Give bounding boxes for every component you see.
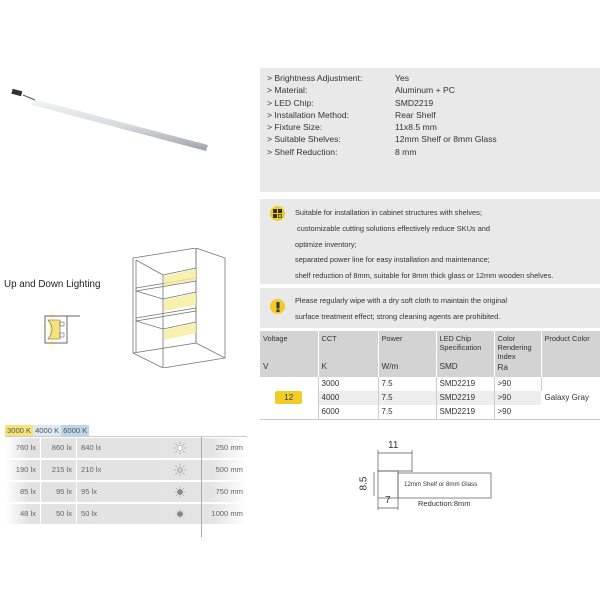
lux-3000-cell: 85 lx <box>5 482 41 502</box>
lux-6000-cell: 50 lx <box>81 509 98 518</box>
lux-row <box>5 438 247 458</box>
spec-row <box>267 97 600 109</box>
spec-value: Yes <box>395 73 410 83</box>
lux-row <box>5 504 247 524</box>
sun-dim-icon <box>173 485 187 499</box>
spec-row <box>267 121 600 133</box>
cct-tabs <box>5 425 89 436</box>
spec-row <box>267 109 600 121</box>
header-voltage: Voltage V <box>260 331 318 377</box>
shelf-label: 12mm Shelf or 8mm Glass <box>404 481 478 488</box>
voltage-cell <box>260 377 318 420</box>
spec-label: > Material: <box>267 85 308 96</box>
spec-table <box>260 331 600 420</box>
cct-cell: 3000 <box>318 377 378 391</box>
power-cell: 7.5 <box>378 405 436 420</box>
lux-6000-cell: 840 lx <box>81 443 102 452</box>
header-cri: Color Rendering Index Ra <box>494 331 541 377</box>
lux-4000-cell: 95 lx <box>41 482 77 502</box>
sun-half-icon <box>173 463 187 477</box>
distance-label: 250 mm <box>215 443 243 452</box>
reduction-label: Reduction:8mm <box>418 499 471 508</box>
sun-bright-icon <box>173 441 187 455</box>
lux-4000-cell: 50 lx <box>41 504 77 524</box>
distance-label: 750 mm <box>215 487 243 496</box>
divider <box>5 436 247 437</box>
cri-cell: >90 <box>494 391 541 405</box>
grid-feature-icon <box>270 206 285 221</box>
chip-cell: SMD2219 <box>436 405 494 420</box>
feature-line: optimize inventory; <box>295 239 357 249</box>
product-color-cell: Galaxy Gray <box>544 393 589 402</box>
chip-cell: SMD2219 <box>436 377 494 391</box>
spec-label: > Suitable Shelves: <box>267 134 341 145</box>
spec-row <box>267 133 600 145</box>
spec-label: > Installation Method: <box>267 109 349 120</box>
lux-3000-cell: 190 lx <box>5 460 41 480</box>
feature-line: customizable cutting solutions effectively reduce SKUs and <box>295 223 490 233</box>
distance-label: 500 mm <box>215 465 243 474</box>
header-product-color: Product Color <box>541 331 600 377</box>
header-led-chip: LED Chip Specification SMD <box>436 331 494 377</box>
cri-cell: >90 <box>497 407 512 416</box>
connector-icon <box>11 89 22 96</box>
warning-icon <box>270 299 285 314</box>
spec-value: 11x8.5 mm <box>395 122 437 133</box>
width-dimension: 11 <box>388 440 399 451</box>
care-line: surface treatment effect; strong cleaning agents are prohibited. <box>295 311 501 321</box>
feature-line: separated power line for easy installation and maintenance; <box>295 255 490 265</box>
height-dimension: 8.5 <box>358 476 370 491</box>
lux-6000-cell: 95 lx <box>81 487 98 496</box>
lux-4000-cell: 860 lx <box>41 438 77 458</box>
feature-line: shelf reduction of 8mm, suitable for 8mm thick glass or 12mm wooden shelves. <box>295 271 554 281</box>
spec-value: Rear Shelf <box>395 109 436 120</box>
product-bar-image <box>8 85 208 155</box>
voltage-badge: 12 <box>275 391 302 404</box>
lighting-label: Up and Down Lighting <box>4 279 101 290</box>
distance-axis <box>201 437 202 537</box>
spec-value: 8 mm <box>395 146 417 157</box>
cct-cell: 6000 <box>318 405 378 420</box>
table-row <box>260 377 600 391</box>
cabinet-illustration <box>130 248 230 368</box>
spec-label: > Brightness Adjustment: <box>267 73 363 83</box>
power-cell: 7.5 <box>378 377 436 391</box>
spec-value: 12mm Shelf or 8mm Glass <box>395 134 497 145</box>
spec-row <box>267 84 600 96</box>
power-cell: 7.5 <box>378 391 436 405</box>
chip-cell: SMD2219 <box>436 391 494 405</box>
features-box <box>260 199 600 284</box>
lux-row <box>5 460 247 480</box>
cct-cell: 4000 <box>318 391 378 405</box>
spec-label: > Fixture Size: <box>267 122 323 133</box>
profile-cross-section <box>40 302 85 362</box>
lux-row <box>5 482 247 502</box>
sun-dimmest-icon <box>173 507 187 521</box>
tab-3000k[interactable]: 3000 K <box>7 426 32 435</box>
spec-value: Aluminum + PC <box>395 85 455 96</box>
tab-4000k[interactable]: 4000 K <box>35 426 60 435</box>
spec-row <box>267 146 600 158</box>
header-power: Power W/m <box>378 331 436 377</box>
feature-line: Suitable for installation in cabinet structures with shelves; <box>295 208 482 217</box>
tab-6000k[interactable]: 6000 K <box>63 426 88 435</box>
spec-value: SMD2219 <box>395 97 434 108</box>
lux-4000-cell: 215 lx <box>41 460 77 480</box>
spec-row <box>267 72 600 84</box>
distance-label: 1000 mm <box>211 509 243 518</box>
lux-6000-cell: 210 lx <box>81 465 102 474</box>
spec-panel <box>260 68 600 192</box>
lux-3000-cell: 48 lx <box>5 504 41 524</box>
dimension-diagram <box>340 440 510 515</box>
care-line: Please regularly wipe with a dry soft cloth to maintain the original <box>295 296 507 305</box>
header-cct: CCT K <box>318 331 378 377</box>
cri-cell: >90 <box>494 377 541 391</box>
care-box <box>260 288 600 328</box>
spec-label: > LED Chip: <box>267 97 314 108</box>
base-dimension: 7 <box>385 495 391 506</box>
spec-label: > Shelf Reduction: <box>267 146 338 157</box>
lux-3000-cell: 760 lx <box>5 438 41 458</box>
